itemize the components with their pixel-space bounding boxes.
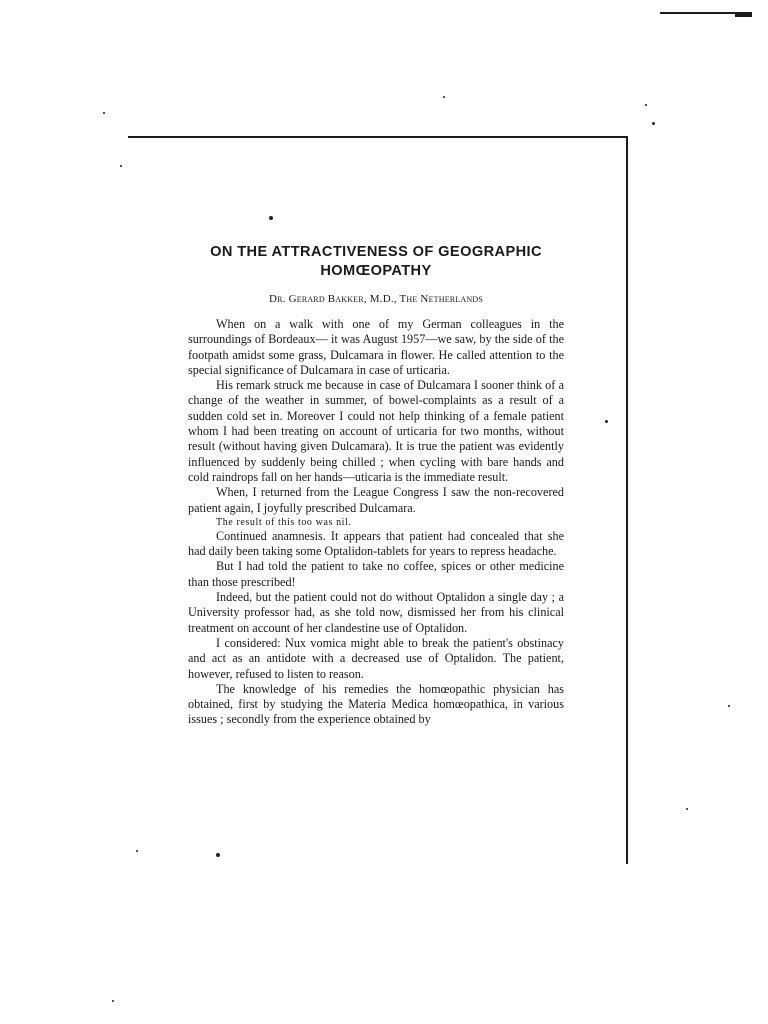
ink-speck [112,1000,114,1002]
article-title [188,243,564,281]
corner-rule-thick [735,14,752,17]
paragraph: Indeed, but the patient could not do without Optalidon a single day ; a University professor had, as she told now, dismissed her from his clinical treatment on account of her clandestine use of Optalidon. [188,590,564,635]
ink-speck [120,165,122,167]
paragraph: His remark struck me because in case of Dulcamara I sooner think of a change of the weather in summer, of bowel-complaints as a result of a sudden cold set in. Moreover I could not help thinking of a female patient whom I had been treating on account of urticaria for two months, without result (without having given Dulcamara). It is true the patient was evidently influenced by suddenly being chilled ; when cycling with bare hands and cold raindrops fall on her hands—uticaria is the immediate result. [188,378,564,484]
ink-speck [728,705,730,707]
paragraph: The result of this too was nil. [216,516,352,528]
paragraph: I considered: Nux vomica might able to break the patient's obstinacy and act as an antidote with a decreased use of Optalidon. The patient, however, refused to listen to reason. [188,635,564,681]
paragraph: The knowledge of his remedies the homœopathic physician has obtained, first by studying the Materia Medica homœopathica, in various issues ; secondly from the experience obtained by [188,681,564,727]
top-border-rule [128,136,627,138]
paragraph: Continued anamnesis. It appears that patient had concealed that she had daily been taking some Optalidon-tablets for years to repress headache. [188,528,564,559]
article-body [188,317,564,728]
right-border-rule [626,136,628,864]
ink-dot [652,122,655,125]
ink-dot [216,853,220,857]
ink-dot [605,420,608,423]
ink-speck [443,96,445,98]
ink-speck [686,808,688,810]
article [188,243,564,728]
ink-speck [103,112,105,114]
ink-speck [136,850,138,852]
ink-speck [645,104,647,106]
author-byline: Dr. Gerard Bakker, M.D., The Netherlands [268,293,484,305]
paragraph: When on a walk with one of my German colleagues in the surroundings of Bordeaux— it was August 1957—we saw, by the side of the footpath amidst some grass, Dulcamara in flower. He called attention to the special significance of Dulcamara in case of urticaria. [188,317,564,377]
paragraph: But I had told the patient to take no coffee, spices or other medicine than those prescribed! [188,559,564,589]
title-line-1: ON THE ATTRACTIVENESS OF GEOGRAPHIC [210,244,542,260]
paragraph: When, I returned from the League Congress I saw the non-recovered patient again, I joyfully prescribed Dulcamara. [188,485,564,515]
ink-dot [269,216,273,220]
title-line-2: HOMŒOPATHY [320,263,432,279]
